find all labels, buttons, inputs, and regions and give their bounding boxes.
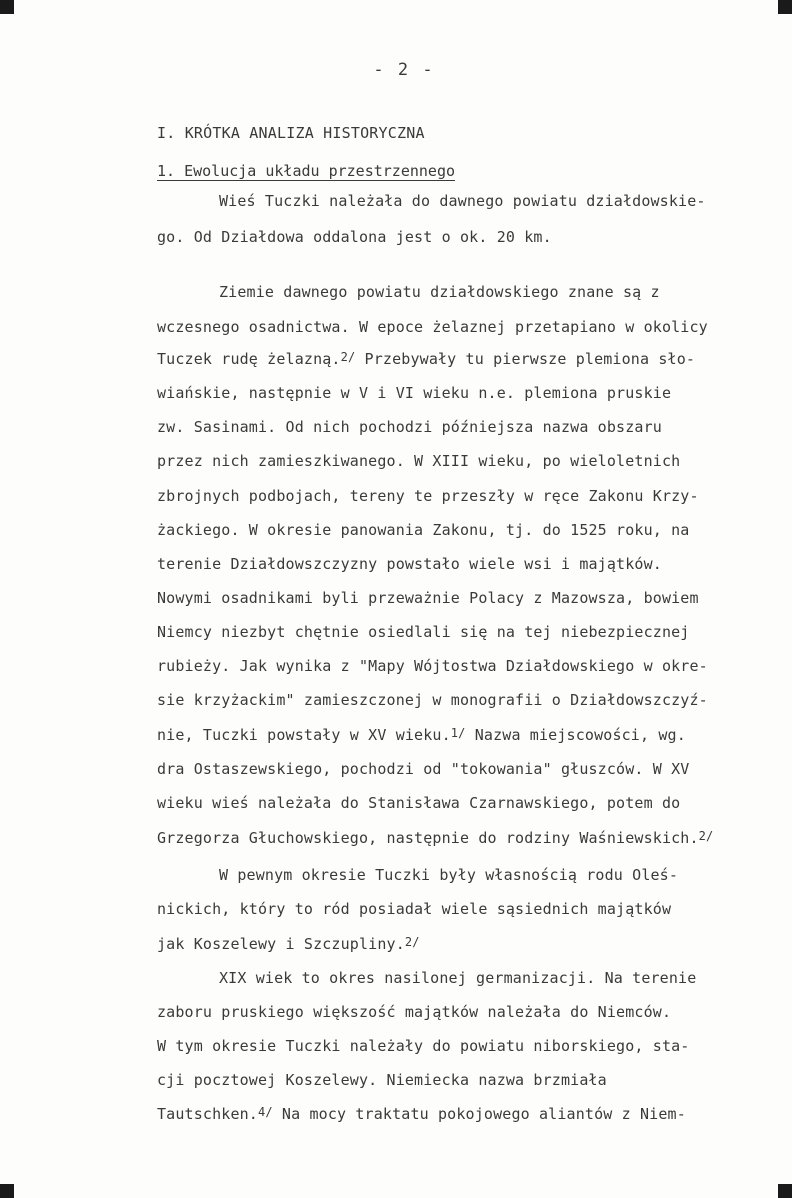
page-number: - 2 - [373, 60, 435, 80]
text-line-content: XIX wiek to okres nasilonej germanizacji. Na terenie [219, 969, 697, 987]
text-line-content: Grzegorza Głuchowskiego, następnie do rodziny Waśniewskich. [157, 829, 699, 847]
text-line-content: zbrojnych podbojach, tereny te przeszły w ręce Zakonu Krzy- [157, 487, 699, 505]
text-line-content: wieku wieś należała do Stanisława Czarnawskiego, potem do [157, 794, 681, 812]
text-line [157, 829, 713, 847]
text-line [157, 521, 689, 539]
text-line-content: wczesnego osadnictwa. W epoce żelaznej przetapiano w okolicy [157, 318, 708, 336]
text-line [157, 691, 708, 709]
scan-corner-mark [0, 1184, 14, 1198]
text-line [157, 555, 662, 573]
footnote-ref: 2/ [340, 350, 356, 364]
text-line [157, 589, 699, 607]
footnote-ref: 2/ [698, 829, 714, 843]
subsection-heading: 1. Ewolucja układu przestrzennego [157, 162, 456, 180]
footnote-ref: 2/ [404, 935, 420, 949]
text-line-content: przez nich zamieszkiwanego. W XIII wieku, po wieloletnich [157, 452, 681, 470]
text-line [157, 384, 671, 402]
text-line [157, 1105, 686, 1123]
text-line [157, 1037, 689, 1055]
footnote-ref: 4/ [258, 1105, 273, 1119]
text-line-content: go. Od Działdowa oddalona jest o ok. 20 km. [157, 228, 552, 246]
text-line-content: Tautschken. [157, 1105, 258, 1123]
text-line [157, 900, 671, 918]
text-line-continuation: Na mocy traktatu pokojowego aliantów z Niem- [272, 1105, 686, 1123]
text-line [157, 935, 420, 953]
text-line [219, 866, 678, 884]
text-line-content: żackiego. W okresie panowania Zakonu, tj. do 1525 roku, na [157, 521, 690, 539]
text-line-content: W tym okresie Tuczki należały do powiatu niborskiego, sta- [157, 1037, 690, 1055]
text-line-content: jak Koszelewy i Szczupliny. [157, 935, 405, 953]
text-line [157, 794, 680, 812]
text-line [219, 283, 660, 301]
text-line-content: Tuczek rudę żelazną. [157, 350, 341, 368]
text-line-content: Wieś Tuczki należała do dawnego powiatu działdowskie- [219, 192, 706, 210]
text-line-content: rubieży. Jak wynika z "Mapy Wójtostwa Działdowskiego w okre- [157, 657, 708, 675]
text-line [219, 192, 706, 210]
text-line-content: zaboru pruskiego większość majątków należała do Niemców. [157, 1003, 672, 1021]
text-line [157, 623, 689, 641]
text-line-content: dra Ostaszewskiego, pochodzi od "tokowania" głuszców. W XV [157, 760, 690, 778]
scan-corner-mark [778, 1184, 792, 1198]
text-line-content: Nowymi osadnikami byli przeważnie Polacy z Mazowsza, bowiem [157, 589, 699, 607]
text-line [157, 1071, 607, 1089]
scan-corner-mark [778, 0, 792, 14]
section-heading: I. KRÓTKA ANALIZA HISTORYCZNA [157, 124, 425, 142]
text-line-content: Niemcy niezbyt chętnie osiedlali się na tej niebezpiecznej [157, 623, 690, 641]
text-line-content: terenie Działdowszczyzny powstało wiele wsi i majątków. [157, 555, 662, 573]
text-line-content: nie, Tuczki powstały w XV wieku. [157, 726, 451, 744]
text-line-content: wiańskie, następnie w V i VI wieku n.e. plemiona pruskie [157, 384, 672, 402]
text-line [157, 657, 708, 675]
text-line-content: Ziemie dawnego powiatu działdowskiego znane są z [219, 283, 660, 301]
text-line-continuation: Nazwa miejscowości, wg. [465, 726, 686, 744]
text-line [157, 350, 695, 368]
text-line [157, 318, 708, 336]
text-line-continuation: Przebywały tu pierwsze plemiona sło- [355, 350, 696, 368]
scan-corner-mark [0, 0, 14, 14]
text-line-content: cji pocztowej Koszelewy. Niemiecka nazwa brzmiała [157, 1071, 607, 1089]
text-line [157, 452, 680, 470]
text-line-content: W pewnym okresie Tuczki były własnością rodu Oleś- [219, 866, 679, 884]
text-line [219, 969, 696, 987]
text-line-content: zw. Sasinami. Od nich pochodzi późniejsza nazwa obszaru [157, 418, 662, 436]
text-line [157, 726, 686, 744]
text-line [157, 1003, 671, 1021]
text-line-content: sie krzyżackim" zamieszczonej w monografii o Działdowszczyź- [157, 691, 708, 709]
text-line [157, 228, 552, 246]
text-line [157, 487, 699, 505]
text-line [157, 418, 662, 436]
footnote-ref: 1/ [450, 726, 466, 740]
text-line-content: nickich, który to ród posiadał wiele sąsiednich majątków [157, 900, 672, 918]
text-line [157, 760, 689, 778]
